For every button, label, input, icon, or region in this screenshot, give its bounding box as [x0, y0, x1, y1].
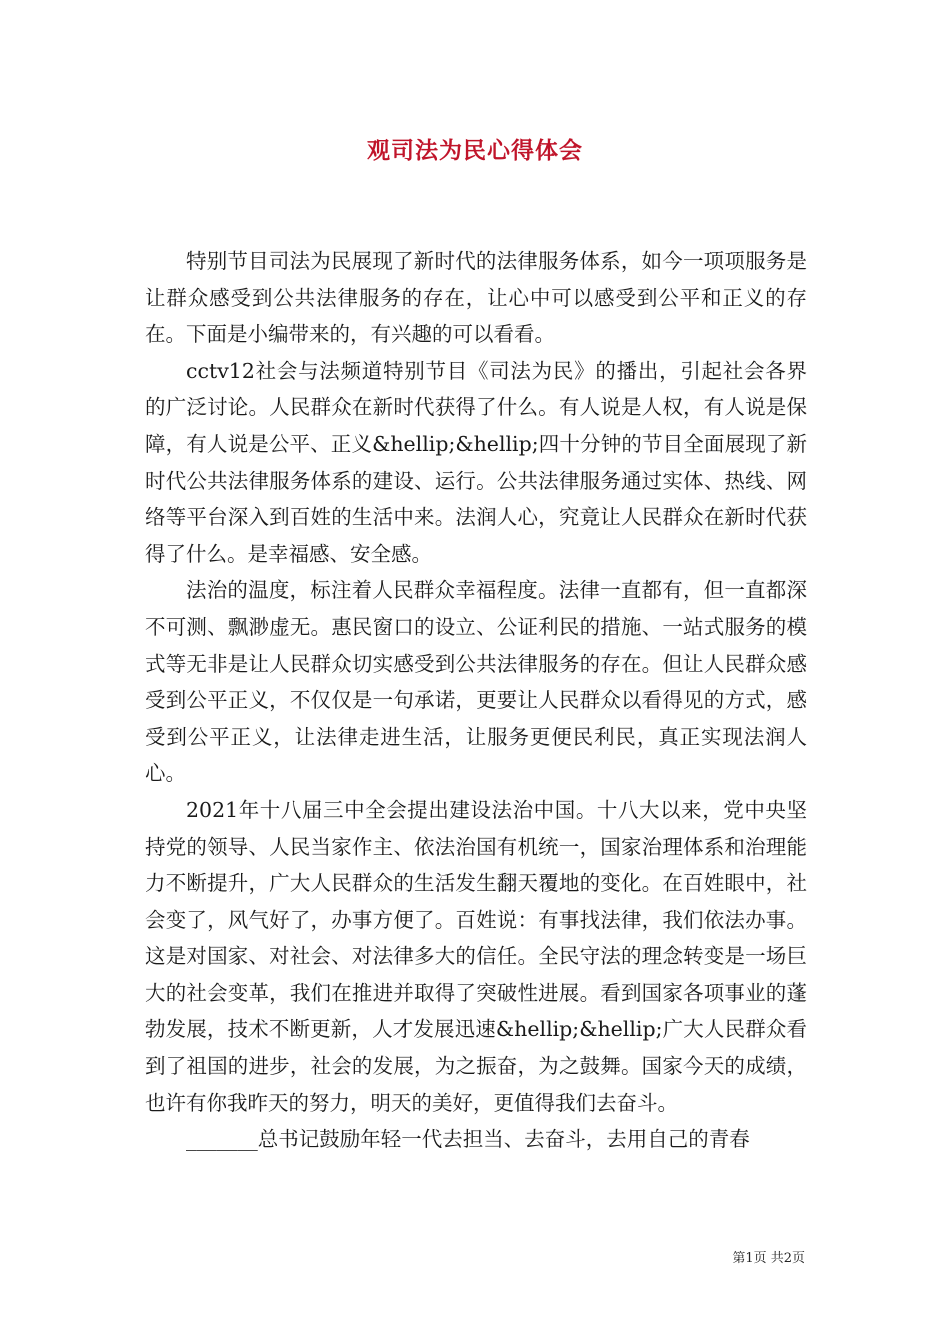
paragraph-4: 2021年十八届三中全会提出建设法治中国。十八大以来，党中央坚持党的领导、人民当家作主、依法治国有机统一，国家治理体系和治理能力不断提升，广大人民群众的生活发生翻天覆地的变化。在百姓眼中，社会变了，风气好了，办事方便了。百姓说：有事找法律，我们依法办事。这是对国家、对社会、对法律多大的信任。全民守法的理念转变是一场巨大的社会变革，我们在推进并取得了突破性进展。看到国家各项事业的蓬勃发展，技术不断更新，人才发展迅速&hellip;&hellip;广大人民群众看到了祖国的进步，社会的发展，为之振奋，为之鼓舞。国家今天的成绩，也许有你我昨天的努力，明天的美好，更值得我们去奋斗。 — [145, 797, 807, 1115]
page-title: 观司法为民心得体会 — [367, 137, 583, 164]
document-body — [145, 243, 807, 1158]
paragraph-2: cctv12社会与法频道特别节目《司法为民》的播出，引起社会各界的广泛讨论。人民群众在新时代获得了什么。有人说是人权，有人说是保障，有人说是公平、正义&hellip;&hellip;四十分钟的节目全面展现了新时代公共法律服务体系的建设、运行。公共法律服务通过实体、热线、网络等平台深入到百姓的生活中来。法润人心，究竟让人民群众在新时代获得了什么。是幸福感、安全感。 — [145, 358, 807, 566]
paragraph-1: 特别节目司法为民展现了新时代的法律服务体系，如今一项项服务是让群众感受到公共法律服务的存在，让心中可以感受到公平和正义的存在。下面是小编带来的，有兴趣的可以看看。 — [145, 249, 807, 347]
paragraph-3: 法治的温度，标注着人民群众幸福程度。法律一直都有，但一直都深不可测、飘渺虚无。惠民窗口的设立、公证利民的措施、一站式服务的模式等无非是让人民群众切实感受到公共法律服务的存在。但让人民群众感受到公平正义，不仅仅是一句承诺，更要让人民群众以看得见的方式，感受到公平正义，让法律走进生活，让服务更便民利民，真正实现法润人心。 — [145, 578, 807, 786]
page-number-footer: 第1页 共2页 — [732, 1251, 805, 1266]
paragraph-5: _______总书记鼓励年轻一代去担当、去奋斗，去用自己的青春 — [186, 1127, 750, 1152]
